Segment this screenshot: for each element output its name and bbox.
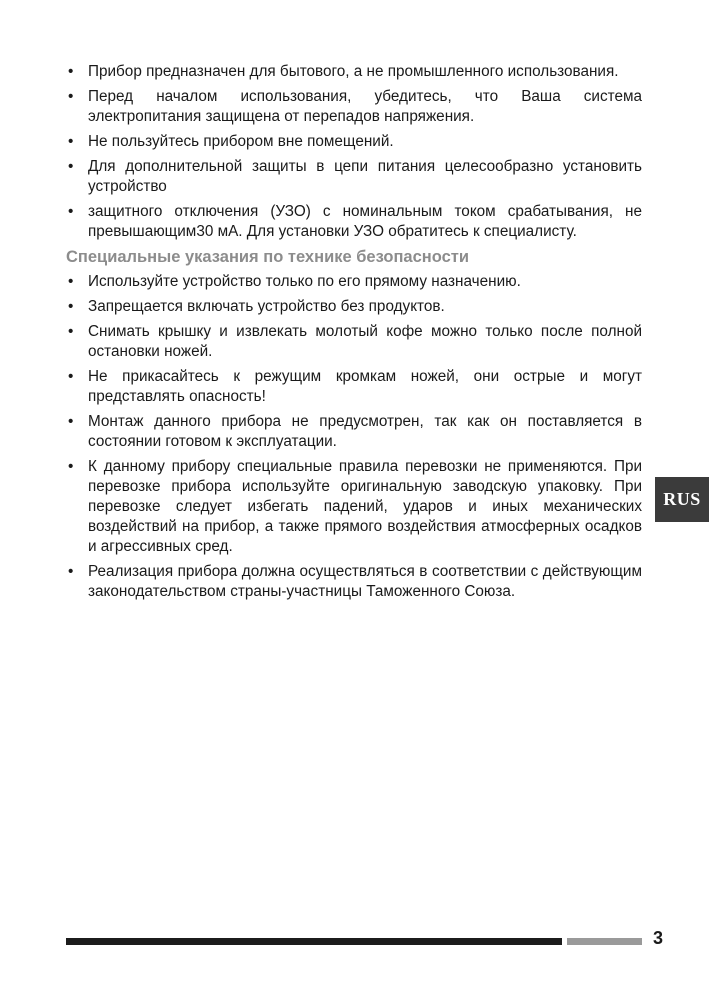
list-item-text: К данному прибору специальные правила перевозки не применяются. При перевозке прибора используйте оригинальную заводскую упаковку. При перевозке следует избегать падений, ударов и иных механических воздействий на прибор, а также прямого воздействия атмосферных осадков и агрессивных сред. [88,458,642,555]
list-item [66,62,642,82]
document-body [66,62,642,607]
list-item [66,132,642,152]
section-title: Специальные указания по технике безопасности [66,248,470,266]
list-item-text: Для дополнительной защиты в цепи питания целесообразно установить устройство [88,158,642,195]
list-item [66,367,642,407]
list-item [66,87,642,127]
bullet-icon: • [68,563,74,580]
bullet-icon: • [68,158,74,175]
bullet-icon: • [68,88,74,105]
list-item-text: Запрещается включать устройство без продуктов. [88,298,445,315]
list-item-text: Снимать крышку и извлекать молотый кофе можно только после полной остановки ножей. [88,323,642,360]
bullet-icon: • [68,203,74,220]
list-item-text: Не пользуйтесь прибором вне помещений. [88,133,394,150]
bullet-icon: • [68,133,74,150]
bullet-icon: • [68,368,74,385]
list-item [66,412,642,452]
bullet-icon: • [68,298,74,315]
bullet-icon: • [68,458,74,475]
bullet-icon: • [68,323,74,340]
bullet-icon: • [68,273,74,290]
list-item-text: Прибор предназначен для бытового, а не промышленного использования. [88,63,619,80]
list-item [66,457,642,557]
intro-bullet-list [66,62,642,242]
list-item-text: Не прикасайтесь к режущим кромкам ножей, они острые и могут представлять опасность! [88,368,642,405]
page-number: 3 [653,928,664,948]
list-item-text: Монтаж данного прибора не предусмотрен, так как он поставляется в состоянии готовом к эксплуатации. [88,413,642,450]
footer-divider-dark [66,938,562,945]
bullet-icon: • [68,413,74,430]
list-item-text: Используйте устройство только по его прямому назначению. [88,273,521,290]
list-item [66,157,642,197]
list-item-text: защитного отключения (УЗО) с номинальным током срабатывания, не превышающим30 мА. Для установки УЗО обратитесь к специалисту. [88,203,642,240]
list-item-text: Реализация прибора должна осуществляться в соответствии с действующим законодательством страны-участницы Таможенного Союза. [88,563,642,600]
footer-divider-light [567,938,642,945]
list-item-text: Перед началом использования, убедитесь, что Ваша система электропитания защищена от перепадов напряжения. [88,88,642,125]
list-item [66,562,642,602]
list-item [66,272,642,292]
list-item [66,322,642,362]
list-item [66,202,642,242]
list-item [66,297,642,317]
bullet-icon: • [68,63,74,80]
special-bullet-list [66,272,642,602]
language-tab: RUS [655,477,709,522]
